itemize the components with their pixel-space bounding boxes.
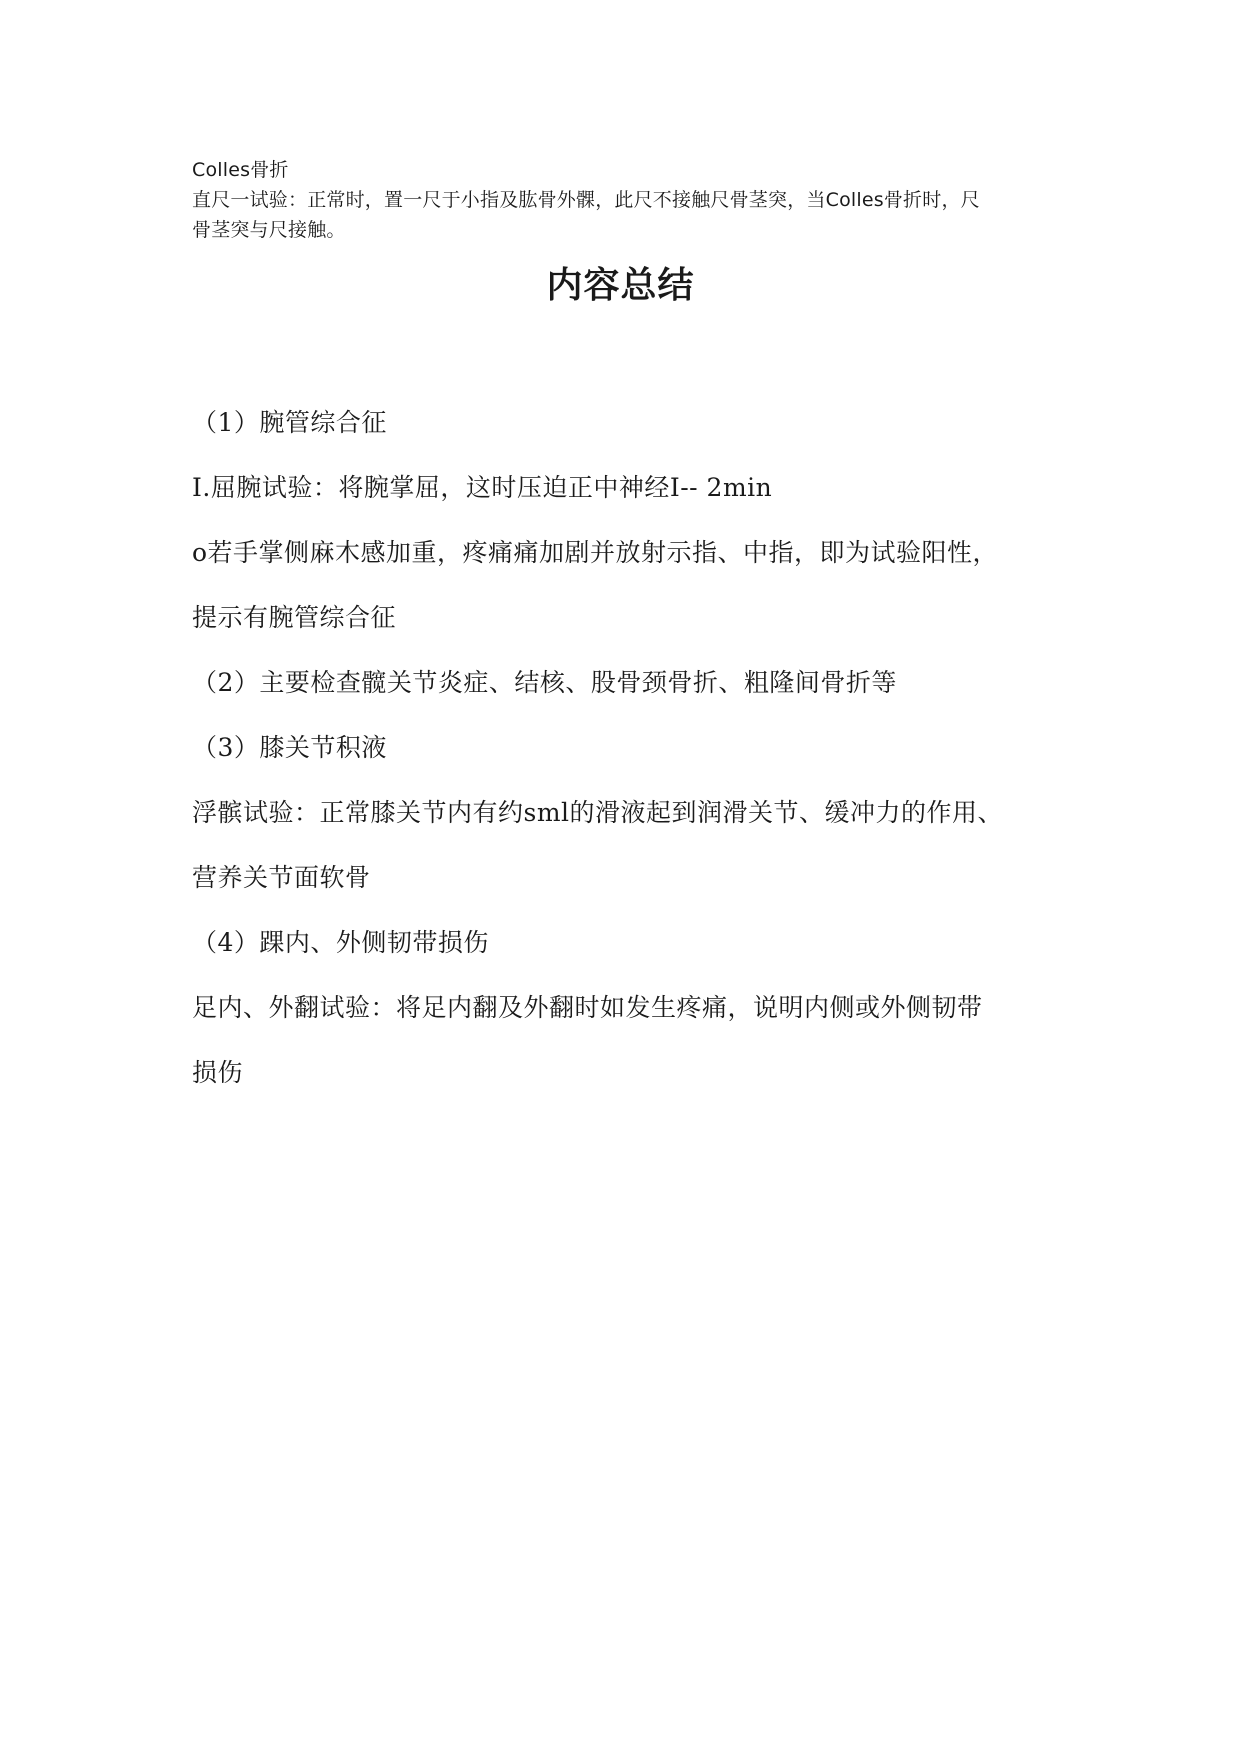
summary-body (192, 390, 1052, 1105)
colles-section (192, 155, 1052, 245)
body-line: I.屈腕试验：将腕掌屈，这时压迫正中神经I-- 2min (192, 473, 773, 502)
section-heading-knee-effusion: （3）膝关节积液 (192, 733, 387, 762)
body-line: 提示有腕管综合征 (192, 603, 397, 632)
body-line: 损伤 (192, 1058, 244, 1087)
colles-text-line-1: 直尺一试验：正常时，置一尺于小指及肱骨外髁，此尺不接触尺骨茎突，当Colles骨折时，尺 (192, 189, 980, 211)
section-heading-hip: （2）主要检查髋关节炎症、结核、股骨颈骨折、粗隆间骨折等 (192, 668, 897, 697)
section-heading-ankle-ligament: （4）踝内、外侧韧带损伤 (192, 928, 489, 957)
body-line: 营养关节面软骨 (192, 863, 371, 892)
section-heading-carpal-tunnel: （1）腕管综合征 (192, 408, 387, 437)
colles-text-line-2: 骨茎突与尺接触。 (192, 219, 346, 241)
body-line: 足内、外翻试验：将足内翻及外翻时如发生疼痛，说明内侧或外侧韧带 (192, 993, 983, 1022)
colles-heading: Colles骨折 (192, 159, 289, 181)
body-line: o若手掌侧麻木感加重，疼痛痛加剧并放射示指、中指，即为试验阳性， (192, 538, 999, 567)
body-line: 浮髌试验：正常膝关节内有约sml的滑液起到润滑关节、缓冲力的作用、 (192, 798, 1004, 827)
summary-title: 内容总结 (546, 265, 695, 306)
